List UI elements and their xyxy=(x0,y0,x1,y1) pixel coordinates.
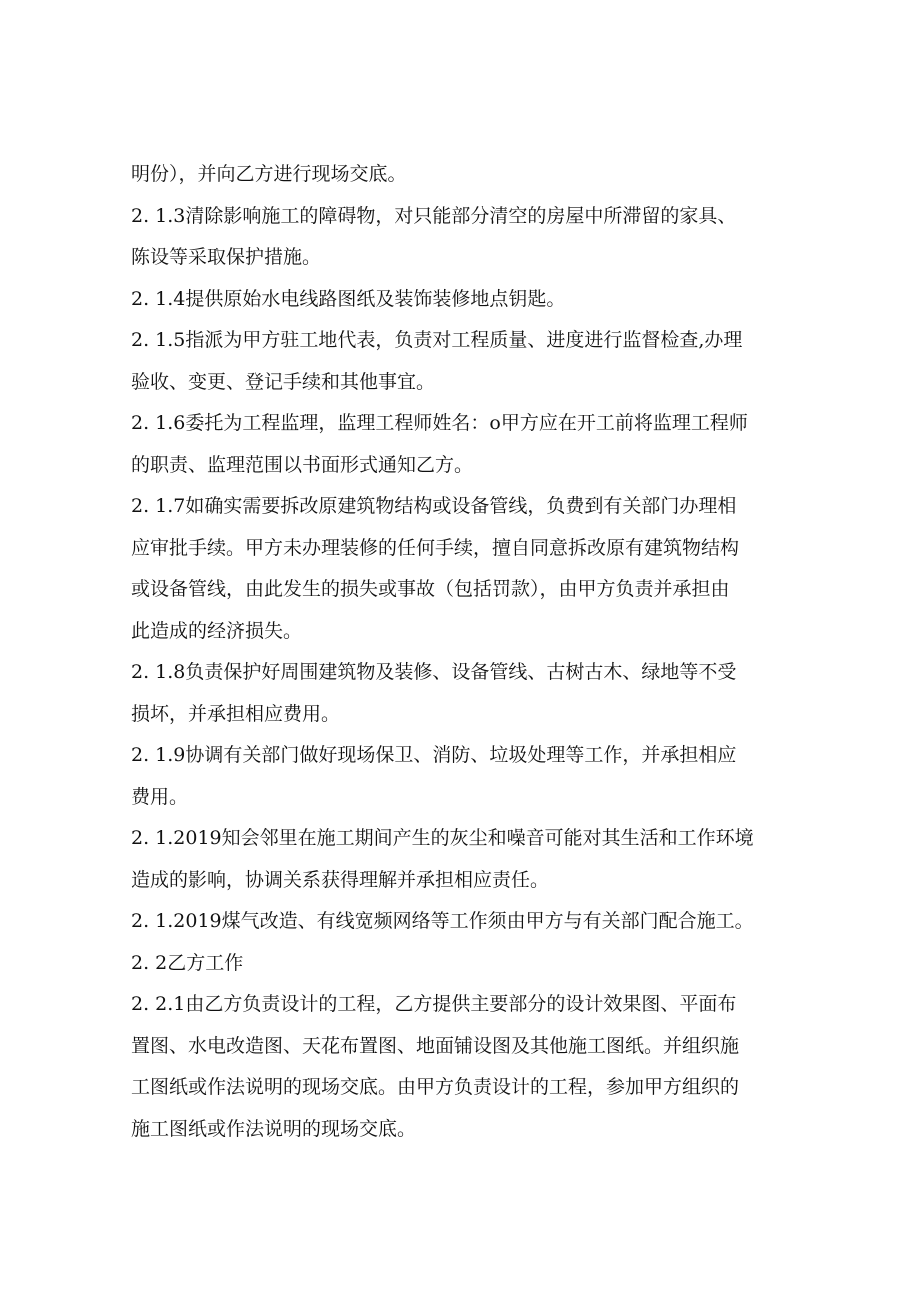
text-line: 验收、变更、登记手续和其他事宜。 xyxy=(131,370,436,393)
text-line: 置图、水电改造图、天花布置图、地面铺设图及其他施工图纸。并组织施 xyxy=(131,1034,740,1057)
text-line: 损坏，并承担相应费用。 xyxy=(131,702,341,725)
text-line: 2. 1.9协调有关部门做好现场保卫、消防、垃圾处理等工作，并承担相应 xyxy=(131,744,737,766)
text-line: 费用。 xyxy=(131,785,189,808)
text-line: 工图纸或作法说明的现场交底。由甲方负责设计的工程，参加甲方组织的 xyxy=(131,1076,740,1098)
text-line: 2. 2乙方工作 xyxy=(131,951,244,974)
text-line: 施工图纸或作法说明的现场交底。 xyxy=(131,1117,417,1140)
text-line: 的职责、监理范围以书面形式通知乙方。 xyxy=(131,453,474,476)
text-line: 2. 1.7如确实需要拆改原建筑物结构或设备管线，负费到有关部门办理相 xyxy=(131,495,737,517)
text-line: 2. 1.5指派为甲方驻工地代表，负责对工程质量、进度进行监督检查,办理 xyxy=(131,329,743,351)
text-line: 2. 1.4提供原始水电线路图纸及装饰装修地点钥匙。 xyxy=(131,287,566,310)
text-line: 应审批手续。甲方未办理装修的任何手续，擅自同意拆改原有建筑物结构 xyxy=(131,536,740,559)
text-line: 明份），并向乙方进行现场交底。 xyxy=(131,163,407,185)
text-line: 2. 1.8负责保护好周围建筑物及装修、设备管线、古树古木、绿地等不受 xyxy=(131,661,737,683)
text-line: 或设备管线，由此发生的损失或事故（包括罚款），由甲方负责并承担由 xyxy=(131,578,730,600)
text-line: 陈设等采取保护措施。 xyxy=(131,246,322,268)
text-line: 2. 1.3清除影响施工的障碍物，对只能部分清空的房屋中所滞留的家具、 xyxy=(131,204,737,227)
text-line: 2. 1.2019煤气改造、有线宽频网络等工作须由甲方与有关部门配合施工。 xyxy=(131,910,754,932)
document-body xyxy=(131,154,796,1150)
text-line: 2. 1.6委托为工程监理，监理工程师姓名：o甲方应在开工前将监理工程师 xyxy=(131,412,748,434)
text-line: 2. 2.1由乙方负责设计的工程，乙方提供主要部分的设计效果图、平面布 xyxy=(131,993,737,1015)
text-line: 2. 1.2019知会邻里在施工期间产生的灰尘和噪音可能对其生活和工作环境 xyxy=(131,827,754,849)
text-line: 此造成的经济损失。 xyxy=(131,619,303,642)
text-line: 造成的影响，协调关系获得理解并承担相应责任。 xyxy=(131,868,550,891)
